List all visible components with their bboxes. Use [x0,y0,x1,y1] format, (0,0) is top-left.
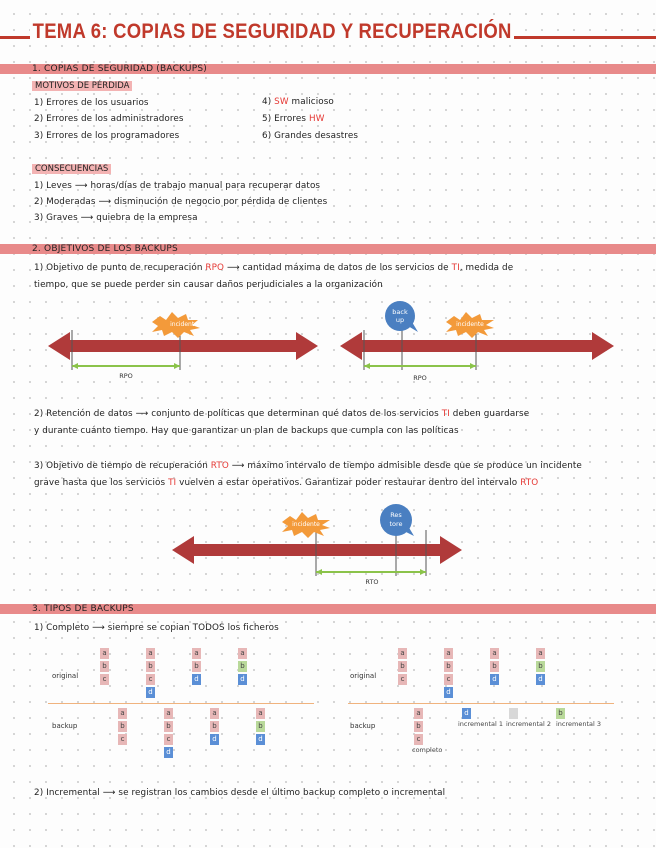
rpo-bracket-right-arrow-l [364,363,370,369]
rto-text-b: ⟶ máximo intervalo de tiempo admisible desde que se produce un incidente [231,461,582,471]
cell: d [238,674,247,685]
rto-bracket-arrow-l [316,569,322,575]
retention-text-a: 2) Retención de datos ⟶ conjunto de políticas que determinan qué datos de los servicios [34,409,439,419]
label-completo: completo [412,746,443,754]
cell: c [398,674,407,685]
rto-diagram [0,498,656,594]
cell: b [210,721,219,732]
restore-bubble-text-1: Res [390,511,402,519]
rpo-arrow-left [48,332,318,360]
cell: c [100,674,109,685]
backup-bubble-text-2: up [395,316,405,324]
consecuencia-3: 3) Graves ⟶ quiebra de la empresa [34,213,198,223]
rto-arrow [172,536,462,564]
motivo-5 [262,114,325,124]
cell: b [238,661,247,672]
backup-bubble-text-1: back [392,308,408,316]
motivos-heading: MOTIVOS DE PÉRDIDA [32,81,132,91]
cell: a [256,708,265,719]
cell: b [414,721,423,732]
cell: b [118,721,127,732]
rto-definition-line1 [34,461,582,471]
restore-bubble-text-2: tore [389,520,403,528]
rto-text-a: 3) Objetivo de tiempo de recuperación [34,461,208,471]
rpo-bracket-right-arrow-r [470,363,476,369]
cell: a [210,708,219,719]
rpo-arrow-right [340,332,614,360]
rpo-definition-line2: tiempo, que se puede perder sin causar daños perjudiciales a la organización [34,280,383,290]
title-line-left [0,36,34,39]
motivo-4-suffix: malicioso [291,97,334,107]
cell: b [146,661,155,672]
cell: c [118,734,127,745]
title-row [0,20,656,50]
cell: d [164,747,173,758]
rto-label: RTO [365,578,379,586]
section-label-2: 2. OBJETIVOS DE LOS BACKUPS [32,244,178,254]
cell: b [192,661,201,672]
motivo-6: 6) Grandes desastres [262,131,359,141]
timeline-right [348,703,614,704]
cell [509,708,518,719]
cell: c [164,734,173,745]
cell: a [238,648,247,659]
cell: d [444,687,453,698]
cell: c [444,674,453,685]
timeline-left [48,703,314,704]
page-title: TEMA 6: COPIAS DE SEGURIDAD Y RECUPERACIÓN [30,20,514,44]
rto-definition-line2 [34,478,538,488]
cell: a [118,708,127,719]
cell: d [490,674,499,685]
motivo-3: 3) Errores de los programadores [34,131,180,141]
cell: a [164,708,173,719]
incident-label-left: incidente [170,321,198,328]
cell: d [210,734,219,745]
rpo-bracket-left-arrow-r [174,363,180,369]
rpo-text-a: 1) Objetivo de punto de recuperación [34,263,203,273]
label-incremental-3: incremental 3 [556,720,602,728]
label-original-left: original [52,672,79,680]
cell: a [146,648,155,659]
rpo-label-left: RPO [119,372,133,380]
label-incremental-1: incremental 1 [458,720,504,728]
rto-line2-b: vuelven a estar operativos. Garantizar poder restaurar dentro del intervalo [179,478,518,488]
rto-line2-a: grave hasta que los servicios [34,478,166,488]
retention-line1 [34,409,529,419]
cell: b [556,708,565,719]
incident-label-rto: incidente [292,521,320,528]
rpo-text-red2: TI [451,263,460,273]
rpo-bracket-left-arrow-l [72,363,78,369]
cell: b [164,721,173,732]
section-label-3: 3. TIPOS DE BACKUPS [32,604,134,614]
motivo-2: 2) Errores de los administradores [34,114,184,124]
label-original-right: original [350,672,377,680]
cell: a [536,648,545,659]
consecuencias-heading: CONSECUENCIAS [32,164,111,174]
cell: a [414,708,423,719]
rpo-text-b: ⟶ cantidad máxima de datos de los servicios de [226,263,449,273]
label-backup-right: backup [350,722,376,730]
retention-line2: y durante cuánto tiempo. Hay que garantizar un plan de backups que cumpla con las políticas [34,426,459,436]
rpo-definition-line1 [34,263,513,273]
rpo-diagram [0,296,656,396]
cell: b [444,661,453,672]
cell: d [146,687,155,698]
rto-text-red: RTO [210,461,229,471]
retention-text-red: TI [441,409,450,419]
cell: d [256,734,265,745]
label-backup-left: backup [52,722,78,730]
cell: b [398,661,407,672]
rpo-text-c: , medida de [459,263,514,273]
consecuencia-1: 1) Leves ⟶ horas/días de trabajo manual para recuperar datos [34,181,321,191]
label-incremental-2: incremental 2 [506,720,552,728]
cell: a [100,648,109,659]
cell: a [192,648,201,659]
section-label-1: 1. COPIAS DE SEGURIDAD (BACKUPS) [32,64,207,74]
motivo-1: 1) Errores de los usuarios [34,98,149,108]
cell: c [414,734,423,745]
rto-line2-red2: RTO [520,478,539,488]
incremental-definition: 2) Incremental ⟶ se registran los cambios desde el último backup completo o incremental [34,788,446,798]
incident-label-right: incidente [456,321,484,328]
motivo-4-prefix: 4) [262,97,272,107]
cell: c [146,674,155,685]
rpo-label-right: RPO [413,374,427,382]
cell: d [536,674,545,685]
motivo-5-red: HW [308,114,325,124]
completo-definition: 1) Completo ⟶ siempre se copian TODOS los ficheros [34,623,279,633]
cell: d [462,708,471,719]
retention-text-b: deben guardarse [452,409,530,419]
cell: b [490,661,499,672]
rto-line2-red: TI [168,478,177,488]
cell: a [444,648,453,659]
rto-bracket-arrow-r [420,569,426,575]
cell: d [192,674,201,685]
cell: b [100,661,109,672]
cell: a [398,648,407,659]
consecuencia-2: 2) Moderadas ⟶ disminución de negocio por pérdida de clientes [34,197,328,207]
motivo-4-red: SW [274,97,289,107]
cell: b [256,721,265,732]
motivo-4 [262,97,334,107]
motivo-5-prefix: 5) Errores [262,114,307,124]
rpo-text-red: RPO [205,263,225,273]
cell: a [490,648,499,659]
cell: b [536,661,545,672]
